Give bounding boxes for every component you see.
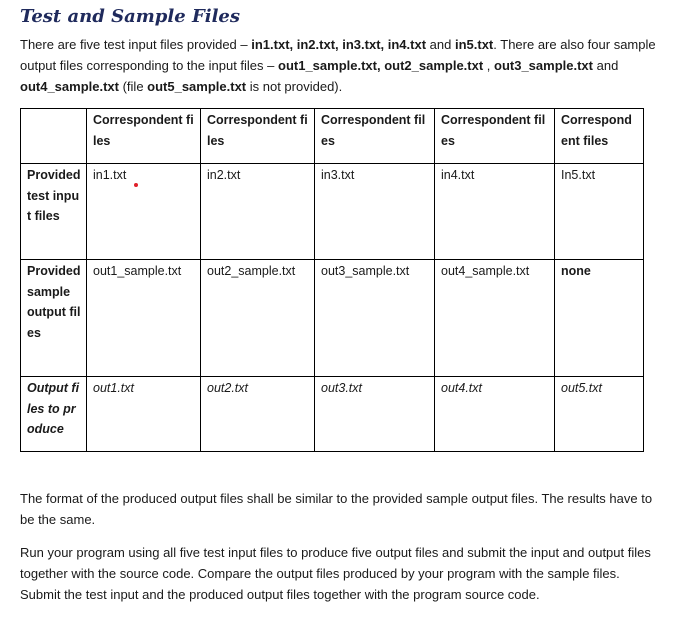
table-cell: out1.txt xyxy=(87,377,201,452)
table-cell: in3.txt xyxy=(315,164,435,260)
table-cell: none xyxy=(555,260,644,377)
table-header-cell: Correspondent files xyxy=(555,109,644,164)
intro-files-5: out4_sample.txt xyxy=(20,79,119,94)
table-row xyxy=(21,260,644,377)
table-cell: out3.txt xyxy=(315,377,435,452)
intro-files-3: out1_sample.txt, out2_sample.txt xyxy=(278,58,484,73)
table-corner-cell xyxy=(21,109,87,164)
intro-paragraph xyxy=(20,34,660,97)
intro-text-1: There are five test input files provided – xyxy=(20,37,252,52)
intro-text-6: (file xyxy=(118,79,148,94)
table-row xyxy=(21,377,644,452)
intro-text-3: . There are also four sample output files corresponding to the input files – xyxy=(20,37,656,73)
table-header-cell: Correspondent files xyxy=(435,109,555,164)
format-paragraph: The format of the produced output files shall be similar to the provided sample output files. The results have to be the same. xyxy=(20,491,653,527)
row-label-input-files: Provided test input files xyxy=(21,164,87,260)
row-label-output-to-produce: Output files to produce xyxy=(21,377,87,452)
table-cell: in1.txt xyxy=(87,164,201,260)
table-cell: In5.txt xyxy=(555,164,644,260)
table-header-cell: Correspondent files xyxy=(87,109,201,164)
table-header-row xyxy=(21,109,644,164)
instructions-paragraph: Run your program using all five test input files to produce five output files and submit the input and output files together with the source code. Compare the output files produced by your program with the sample files. Submit the test input and the produced output files together with the program source code. xyxy=(20,545,651,602)
files-table xyxy=(20,108,644,452)
table-header-cell: Correspondent files xyxy=(201,109,315,164)
table-cell: in2.txt xyxy=(201,164,315,260)
intro-files-2: in5.txt xyxy=(454,37,494,52)
table-row xyxy=(21,164,644,260)
intro-text-5: and xyxy=(593,58,619,73)
intro-text-7: is not provided). xyxy=(246,79,343,94)
intro-text-2: and xyxy=(426,37,455,52)
intro-files-4: out3_sample.txt xyxy=(494,58,593,73)
intro-files-1: in1.txt, in2.txt, in3.txt, in4.txt xyxy=(251,37,427,52)
row-label-sample-output: Provided sample output files xyxy=(21,260,87,377)
table-cell: out4_sample.txt xyxy=(435,260,555,377)
table-cell: out2.txt xyxy=(201,377,315,452)
table-cell: out2_sample.txt xyxy=(201,260,315,377)
table-cell: out1_sample.txt xyxy=(87,260,201,377)
table-cell: out5.txt xyxy=(555,377,644,452)
table-cell: in4.txt xyxy=(435,164,555,260)
table-header-cell: Correspondent files xyxy=(315,109,435,164)
table-cell: out3_sample.txt xyxy=(315,260,435,377)
red-dot-mark xyxy=(134,183,138,187)
intro-files-6: out5_sample.txt xyxy=(147,79,247,94)
intro-text-4: , xyxy=(483,58,495,73)
table-cell: out4.txt xyxy=(435,377,555,452)
section-heading: Test and Sample Files xyxy=(20,6,240,27)
